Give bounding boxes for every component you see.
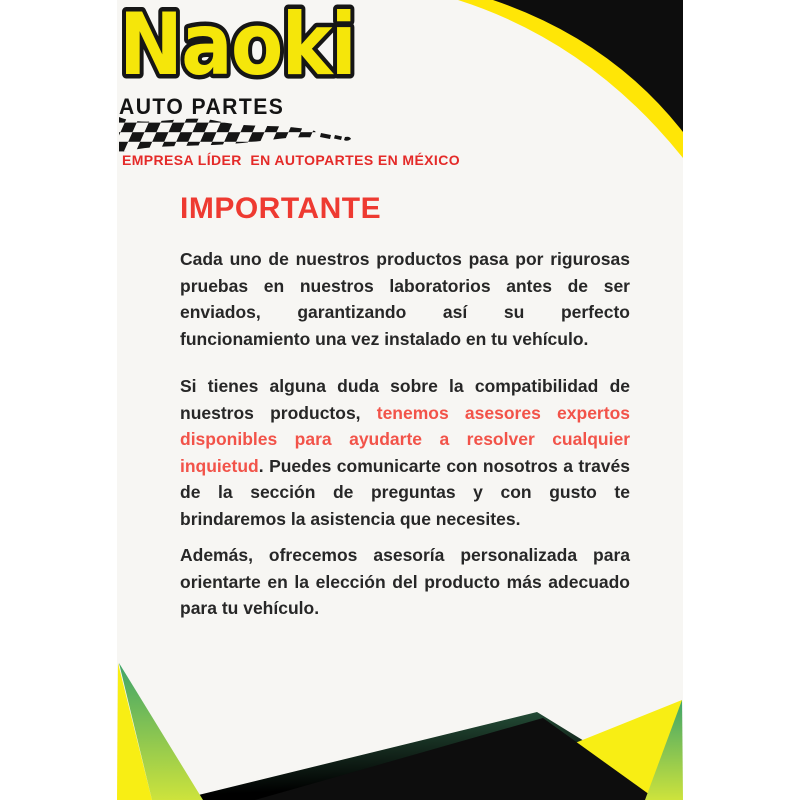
body-text	[180, 246, 630, 622]
page-title: IMPORTANTE	[180, 192, 382, 225]
paragraph-compatibility-start: Si tienes alguna duda sobre la compatibilidad de nuestros productos,	[180, 376, 630, 423]
paragraph-compatibility	[180, 373, 630, 532]
brand-subtitle: AUTO PARTES	[119, 94, 285, 119]
paragraph-advice: Además, ofrecemos asesoría personalizada para orientarte en la elección del producto más adecuado para tu vehículo.	[180, 545, 630, 618]
paragraph-compatibility-highlight: tenemos asesores expertos disponibles para ayudarte a resolver cualquier inquietud	[180, 402, 630, 476]
bottom-triangles-decoration	[117, 660, 683, 800]
brand-tagline: EMPRESA LÍDER EN AUTOPARTES EN MÉXICO	[122, 152, 461, 168]
checkered-flag-icon	[117, 113, 353, 155]
poster-artwork	[117, 0, 683, 800]
brand-logo-text: Naoki	[119, 0, 355, 95]
paragraph-quality: Cada uno de nuestros productos pasa por rigurosas pruebas en nuestros laboratorios antes de ser enviados, garantizando así su perfecto funcionamiento una vez instalado en tu vehículo.	[180, 249, 630, 349]
paragraph-compatibility-end: . Puedes comunicarte con nosotros a través de la sección de preguntas y con gusto te brindaremos la asistencia que necesites.	[180, 455, 630, 529]
brand-logo	[117, 0, 365, 94]
